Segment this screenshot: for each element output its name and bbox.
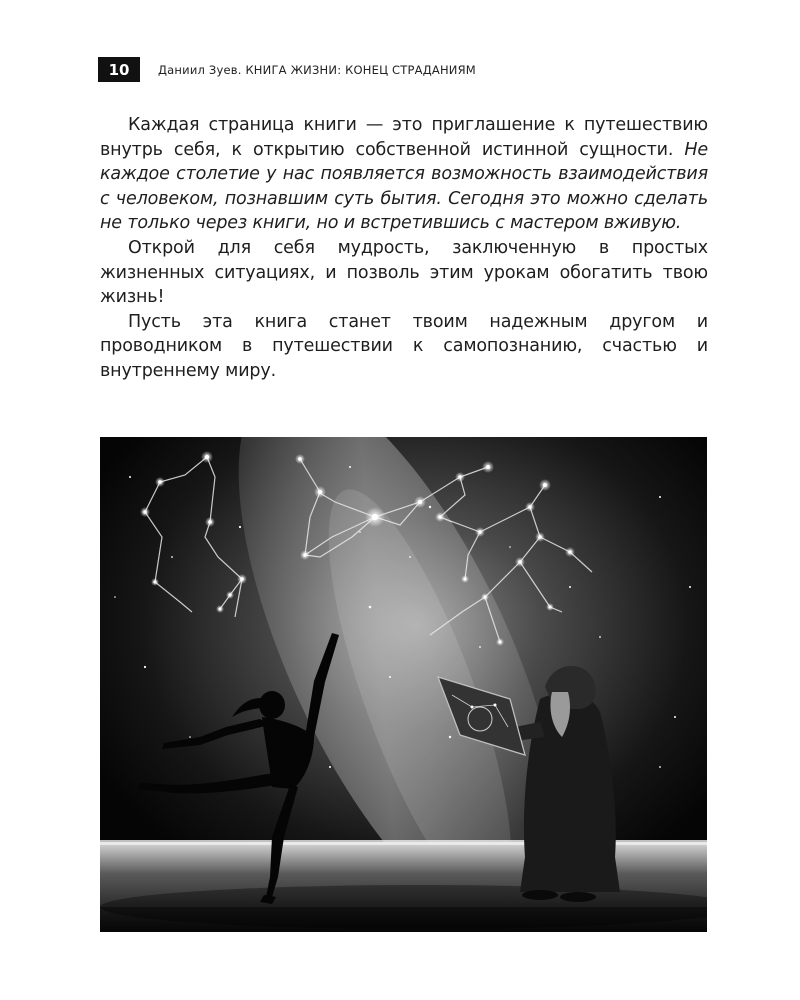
paragraph-1 (100, 113, 708, 236)
body-text (100, 113, 708, 384)
paragraph-1-text: Каждая страница книги — это приглашение к путешествию внутрь себя, к открытию собственной истинной сущности. (100, 115, 708, 160)
paragraph-1-italic-text: Не каждое столетие у нас появляется возможность взаимодействия с человеком, познавшим суть бытия. Сегодня это можно сделать не только через книги, но и встретившись с мастером вживую. (100, 139, 708, 234)
page-number: 10 (98, 57, 140, 82)
illustration (100, 437, 707, 932)
running-header: Даниил Зуев. КНИГА ЖИЗНИ: КОНЕЦ СТРАДАНИЯМ (158, 63, 476, 77)
paragraph-2: Открой для себя мудрость, заключенную в простых жизненных ситуациях, и позволь этим урокам обогатить твою жизнь! (100, 237, 708, 308)
illustration-svg (100, 437, 707, 932)
paragraph-3: Пусть эта книга станет твоим надежным другом и проводником в путешествии к самопознанию, счастью и внутреннему миру. (100, 311, 708, 381)
horizon-line (100, 840, 707, 845)
